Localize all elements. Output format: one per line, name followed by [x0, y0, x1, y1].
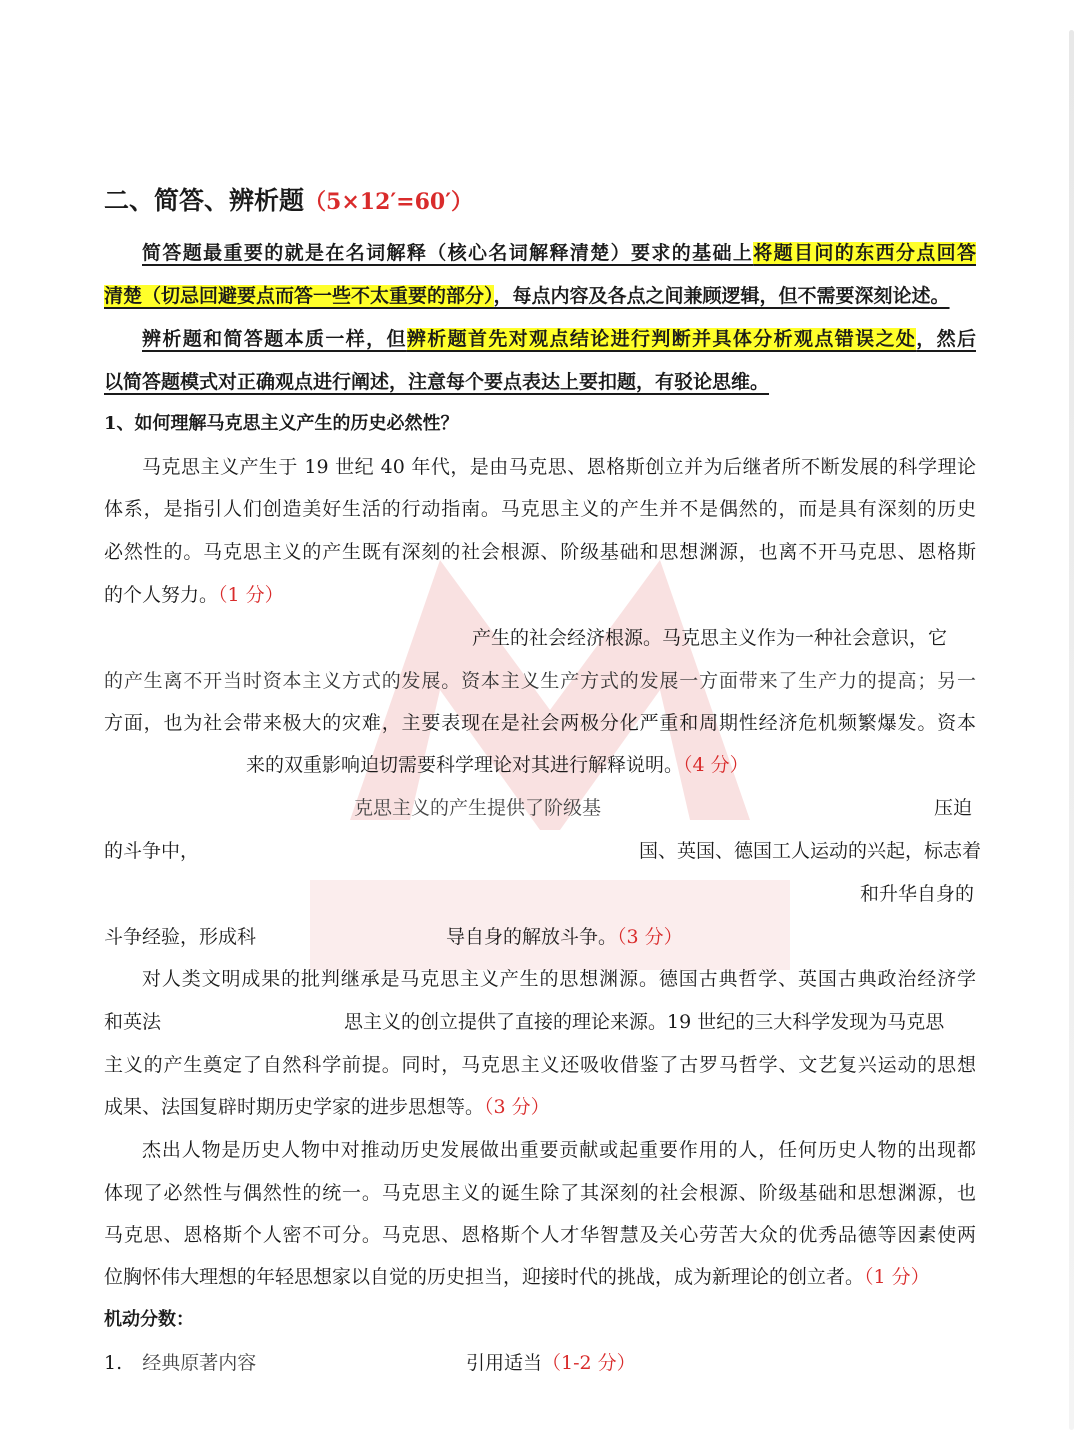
bonus-item-number: 1.	[104, 1352, 123, 1374]
highlight-key-point: 辨析题首先对观点结论进行判断并具体分析观点错误之处	[406, 328, 917, 350]
section-title: 二、简答、辨析题	[104, 186, 305, 215]
body-line: 体现了必然性与偶然性的统一。马克思主义的诞生除了其深刻的社会根源、阶级基础和思想渊源，也	[104, 1182, 976, 1204]
body-line: 压迫	[934, 797, 973, 819]
body-line: 对人类文明成果的批判继承是马克思主义产生的思想渊源。德国古典哲学、英国古典政治经济学	[142, 968, 976, 990]
body-line: 成果、法国复辟时期历史学家的进步思想等。（3 分）	[104, 1096, 550, 1118]
section-heading	[104, 186, 473, 217]
intro-paragraph-1-line-2: 清楚（切忌回避要点而答一些不太重要的部分），每点内容及各点之间兼顾逻辑，但不需要深刻论述。	[104, 285, 950, 307]
page-edge-shadow	[1069, 30, 1074, 1430]
body-line: 克思主义的产生提供了阶级基	[354, 797, 602, 819]
score-label: （3 分）	[617, 926, 683, 948]
body-line: 体系，是指引人们创造美好生活的行动指南。马克思主义的产生并不是偶然的，而是具有深刻的历史	[104, 498, 976, 520]
body-line: 的个人努力。（1 分）	[104, 584, 284, 606]
highlight-key-point: 清楚（切忌回避要点而答一些不太重要的部分）	[104, 285, 494, 307]
highlight-key-point: 将题目问的东西分点回答	[753, 242, 976, 264]
body-line: 和英法	[104, 1011, 162, 1033]
body-line: 和升华自身的	[860, 883, 975, 905]
intro-paragraph-1-line-1: 简答题最重要的就是在名词解释（核心名词解释清楚）要求的基础上将题目问的东西分点回答	[142, 242, 976, 264]
score-label: （4 分）	[683, 754, 749, 776]
body-line: 的斗争中，	[104, 840, 200, 862]
question-title: 1、如何理解马克思主义产生的历史必然性？	[104, 413, 459, 434]
body-line: 主义的产生奠定了自然科学前提。同时，马克思主义还吸收借鉴了古罗马哲学、文艺复兴运动的思想	[104, 1054, 976, 1076]
section-score: （5×12′=60′）	[304, 189, 474, 215]
body-line: 来的双重影响迫切需要科学理论对其进行解释说明。（4 分）	[246, 754, 749, 776]
body-line: 产生的社会经济根源。马克思主义作为一种社会意识，它	[472, 627, 948, 649]
body-line: 杰出人物是历史人物中对推动历史发展做出重要贡献或起重要作用的人，任何历史人物的出现都	[142, 1139, 976, 1161]
body-line: 思主义的创立提供了直接的理论来源。19 世纪的三大科学发现为马克思	[344, 1011, 945, 1033]
body-line: 斗争经验，形成科	[104, 926, 257, 948]
body-line: 方面，也为社会带来极大的灾难，主要表现在是社会两极分化严重和周期性经济危机频繁爆发。资本	[104, 712, 976, 734]
body-line: 必然性的。马克思主义的产生既有深刻的社会根源、阶级基础和思想渊源，也离不开马克思、恩格斯	[104, 541, 976, 563]
score-label: （1 分）	[864, 1266, 930, 1288]
body-line: 马克思主义产生于 19 世纪 40 年代，是由马克思、恩格斯创立并为后继者所不断发展的科学理论	[142, 456, 976, 478]
body-line: 的产生离不开当时资本主义方式的发展。资本主义生产方式的发展一方面带来了生产力的提高；另一	[104, 670, 976, 692]
body-line: 位胸怀伟大理想的年轻思想家以自觉的历史担当，迎接时代的挑战，成为新理论的创立者。（1 分）	[104, 1266, 930, 1288]
body-line: 导自身的解放斗争。（3 分）	[446, 926, 683, 948]
score-label: （1 分）	[218, 584, 284, 606]
intro-paragraph-2-line-1: 辨析题和简答题本质一样，但辨析题首先对观点结论进行判断并具体分析观点错误之处，然后	[142, 328, 976, 350]
body-line: 国、英国、德国工人运动的兴起，标志着	[639, 840, 982, 862]
bonus-item: 1. 经典原著内容	[104, 1352, 257, 1374]
score-label: （3 分）	[484, 1096, 550, 1118]
intro-paragraph-2-line-2: 以简答题模式对正确观点进行阐述，注意每个要点表达上要扣题，有驳论思维。	[104, 371, 770, 393]
bonus-item-tail: 引用适当（1-2 分）	[466, 1352, 636, 1374]
body-line: 马克思、恩格斯个人密不可分。马克思、恩格斯个人才华智慧及关心劳苦大众的优秀品德等因素使两	[104, 1224, 976, 1246]
bonus-title: 机动分数：	[104, 1309, 194, 1330]
score-label: （1-2 分）	[542, 1352, 636, 1374]
